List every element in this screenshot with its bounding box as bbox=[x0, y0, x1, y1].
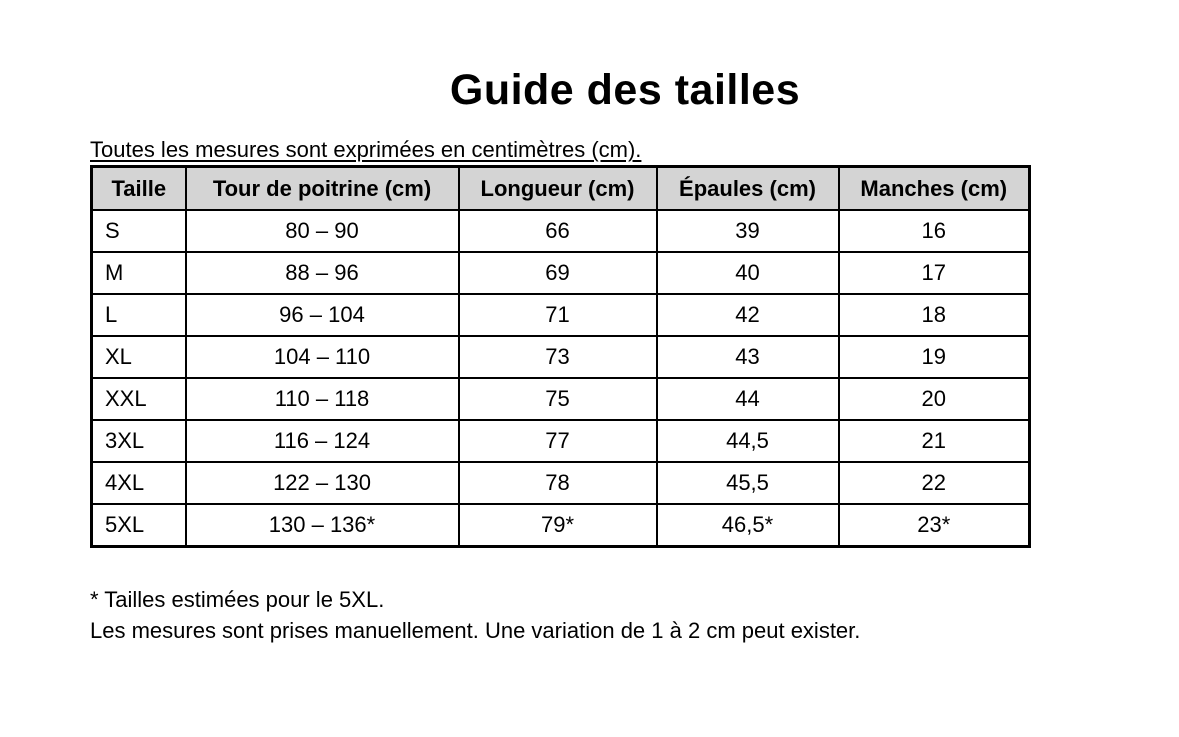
measurement-cell: 116 – 124 bbox=[186, 420, 459, 462]
measurement-cell: 80 – 90 bbox=[186, 210, 459, 252]
table-row bbox=[92, 504, 1030, 547]
size-label-cell: XXL bbox=[92, 378, 186, 420]
measurement-cell: 71 bbox=[459, 294, 657, 336]
size-guide-document bbox=[90, 0, 1160, 646]
measurement-cell: 88 – 96 bbox=[186, 252, 459, 294]
table-header-row bbox=[92, 167, 1030, 211]
measurement-cell: 78 bbox=[459, 462, 657, 504]
measurement-cell: 17 bbox=[839, 252, 1030, 294]
size-label-cell: M bbox=[92, 252, 186, 294]
measurement-cell: 73 bbox=[459, 336, 657, 378]
column-header: Épaules (cm) bbox=[657, 167, 839, 211]
measurement-cell: 77 bbox=[459, 420, 657, 462]
measurement-cell: 43 bbox=[657, 336, 839, 378]
measurement-cell: 16 bbox=[839, 210, 1030, 252]
measurement-cell: 19 bbox=[839, 336, 1030, 378]
measurement-cell: 40 bbox=[657, 252, 839, 294]
size-label-cell: 3XL bbox=[92, 420, 186, 462]
size-label-cell: L bbox=[92, 294, 186, 336]
size-label-cell: 4XL bbox=[92, 462, 186, 504]
table-row bbox=[92, 294, 1030, 336]
measurement-cell: 18 bbox=[839, 294, 1030, 336]
measurement-cell: 44,5 bbox=[657, 420, 839, 462]
measurement-cell: 96 – 104 bbox=[186, 294, 459, 336]
measurement-cell: 22 bbox=[839, 462, 1030, 504]
measurement-cell: 130 – 136* bbox=[186, 504, 459, 547]
size-label-cell: 5XL bbox=[92, 504, 186, 547]
table-row bbox=[92, 252, 1030, 294]
size-label-cell: XL bbox=[92, 336, 186, 378]
measurement-cell: 104 – 110 bbox=[186, 336, 459, 378]
measurement-cell: 23* bbox=[839, 504, 1030, 547]
measurement-cell: 110 – 118 bbox=[186, 378, 459, 420]
measurement-cell: 21 bbox=[839, 420, 1030, 462]
measurement-cell: 39 bbox=[657, 210, 839, 252]
column-header: Longueur (cm) bbox=[459, 167, 657, 211]
measurement-cell: 122 – 130 bbox=[186, 462, 459, 504]
size-chart-table bbox=[90, 165, 1031, 548]
table-row bbox=[92, 210, 1030, 252]
measurement-cell: 44 bbox=[657, 378, 839, 420]
column-header: Tour de poitrine (cm) bbox=[186, 167, 459, 211]
table-row bbox=[92, 420, 1030, 462]
measurement-cell: 75 bbox=[459, 378, 657, 420]
table-row bbox=[92, 462, 1030, 504]
measurement-cell: 20 bbox=[839, 378, 1030, 420]
measurement-cell: 69 bbox=[459, 252, 657, 294]
measurement-cell: 79* bbox=[459, 504, 657, 547]
measurement-cell: 42 bbox=[657, 294, 839, 336]
size-label-cell: S bbox=[92, 210, 186, 252]
measurement-cell: 45,5 bbox=[657, 462, 839, 504]
footnotes bbox=[90, 584, 1160, 646]
measurement-unit-note: Toutes les mesures sont exprimées en centimètres (cm). bbox=[90, 137, 642, 163]
measurement-cell: 66 bbox=[459, 210, 657, 252]
column-header: Manches (cm) bbox=[839, 167, 1030, 211]
table-row bbox=[92, 378, 1030, 420]
footnote-estimated-sizes: * Tailles estimées pour le 5XL. bbox=[90, 587, 385, 613]
measurement-cell: 46,5* bbox=[657, 504, 839, 547]
page-title: Guide des tailles bbox=[449, 66, 801, 114]
footnote-measurement-variation: Les mesures sont prises manuellement. Une variation de 1 à 2 cm peut exister. bbox=[90, 618, 861, 644]
column-header: Taille bbox=[92, 167, 186, 211]
table-row bbox=[92, 336, 1030, 378]
